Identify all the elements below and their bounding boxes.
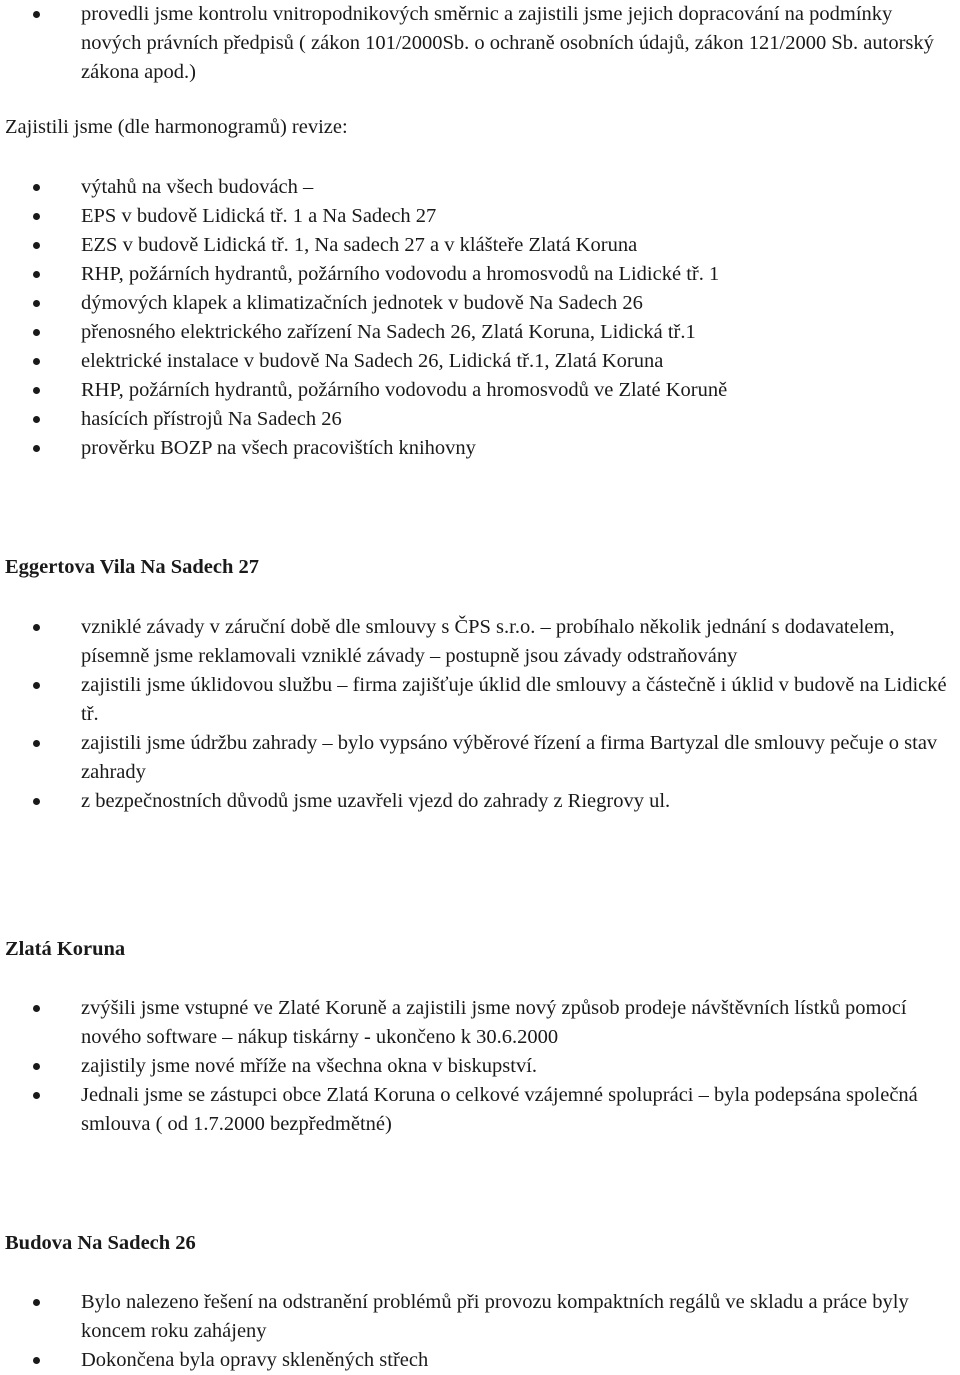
bullet-icon	[33, 358, 40, 365]
bullet-icon	[33, 740, 40, 747]
list-item-text: dýmových klapek a klimatizačních jednotek v budově Na Sadech 26	[81, 292, 643, 314]
list-item	[0, 173, 960, 202]
bullet-icon	[33, 798, 40, 805]
list-item-text: zvýšili jsme vstupné ve Zlaté Koruně a zajistili jsme nový způsob prodeje návštěvních lístků pomocí nového software – nákup tiskárny - ukončeno k 30.6.2000	[81, 997, 907, 1048]
section-heading-eggertova: Eggertova Vila Na Sadech 27	[5, 556, 259, 578]
section-heading-zlata-koruna: Zlatá Koruna	[5, 938, 126, 960]
list-item-text: RHP, požárních hydrantů, požárního vodovodu a hromosvodů ve Zlaté Koruně	[81, 379, 728, 401]
list-item	[0, 289, 960, 318]
list-item-text: přenosného elektrického zařízení Na Sadech 26, Zlatá Koruna, Lidická tř.1	[81, 321, 696, 343]
bullet-icon	[33, 1063, 40, 1070]
list-item-text: Jednali jsme se zástupci obce Zlatá Koruna o celkové vzájemné spolupráci – byla podepsána společná smlouva ( od 1.7.2000 bezpředmětné)	[81, 1084, 918, 1135]
bullet-icon	[33, 387, 40, 394]
list-item	[0, 434, 960, 463]
bullet-icon	[33, 271, 40, 278]
list-item	[0, 1081, 960, 1139]
list-item	[0, 1346, 960, 1375]
list-item	[0, 0, 960, 87]
list-item	[0, 202, 960, 231]
revisions-list	[0, 173, 960, 463]
list-item	[0, 1052, 960, 1081]
list-item-text: EPS v budově Lidická tř. 1 a Na Sadech 27	[81, 205, 437, 227]
bullet-icon	[33, 416, 40, 423]
na-sadech-26-list	[0, 1288, 960, 1375]
list-item-text: zajistily jsme nové mříže na všechna okna v biskupství.	[81, 1055, 538, 1077]
list-item-text: hasících přístrojů Na Sadech 26	[81, 408, 342, 430]
bullet-icon	[33, 1357, 40, 1364]
list-item-text: Bylo nalezeno řešení na odstranění problémů při provozu kompaktních regálů ve skladu a práce byly koncem roku zahájeny	[81, 1291, 909, 1342]
bullet-icon	[33, 445, 40, 452]
list-item	[0, 376, 960, 405]
bullet-icon	[33, 300, 40, 307]
revisions-title: Zajistili jsme (dle harmonogramů) revize:	[5, 116, 348, 138]
list-item-text: zajistili jsme údržbu zahrady – bylo vypsáno výběrové řízení a firma Bartyzal dle smlouvy pečuje o stav zahrady	[81, 732, 938, 783]
list-item-text: EZS v budově Lidická tř. 1, Na sadech 27 a v klášteře Zlatá Koruna	[81, 234, 638, 256]
list-item-text: výtahů na všech budovách –	[81, 176, 314, 198]
intro-list	[0, 0, 960, 87]
bullet-icon	[33, 1005, 40, 1012]
bullet-icon	[33, 682, 40, 689]
list-item	[0, 613, 960, 671]
list-item-text: zajistili jsme úklidovou službu – firma zajišťuje úklid dle smlouvy a částečně i úklid v budově na Lidické tř.	[81, 674, 947, 725]
list-item	[0, 1288, 960, 1346]
zlata-koruna-list	[0, 994, 960, 1139]
list-item	[0, 787, 960, 816]
list-item	[0, 994, 960, 1052]
bullet-icon	[33, 184, 40, 191]
bullet-icon	[33, 242, 40, 249]
list-item-text: vzniklé závady v záruční době dle smlouvy s ČPS s.r.o. – probíhalo několik jednání s dodavatelem, písemně jsme reklamovali vzniklé závady – postupně jsou závady odstraňovány	[81, 616, 895, 667]
bullet-icon	[33, 1299, 40, 1306]
list-item-text: prověrku BOZP na všech pracovištích knihovny	[81, 437, 476, 459]
bullet-icon	[33, 624, 40, 631]
bullet-icon	[33, 213, 40, 220]
list-item	[0, 347, 960, 376]
list-item-text: z bezpečnostních důvodů jsme uzavřeli vjezd do zahrady z Riegrovy ul.	[81, 790, 671, 812]
list-item	[0, 671, 960, 729]
eggertova-list	[0, 613, 960, 816]
list-item	[0, 729, 960, 787]
list-item-text: provedli jsme kontrolu vnitropodnikových směrnic a zajistili jsme jejich dopracování na podmínky nových právních předpisů ( zákon 101/2000Sb. o ochraně osobních údajů, zákon 121/2000 Sb. autorský zákona apod.)	[81, 3, 934, 83]
bullet-icon	[33, 329, 40, 336]
list-item-text: Dokončena byla opravy skleněných střech	[81, 1349, 429, 1371]
section-heading-na-sadech-26: Budova Na Sadech 26	[5, 1232, 196, 1254]
list-item-text: RHP, požárních hydrantů, požárního vodovodu a hromosvodů na Lidické tř. 1	[81, 263, 720, 285]
list-item	[0, 318, 960, 347]
bullet-icon	[33, 11, 40, 18]
bullet-icon	[33, 1092, 40, 1099]
list-item	[0, 231, 960, 260]
list-item-text: elektrické instalace v budově Na Sadech 26, Lidická tř.1, Zlatá Koruna	[81, 350, 664, 372]
list-item	[0, 405, 960, 434]
list-item	[0, 260, 960, 289]
